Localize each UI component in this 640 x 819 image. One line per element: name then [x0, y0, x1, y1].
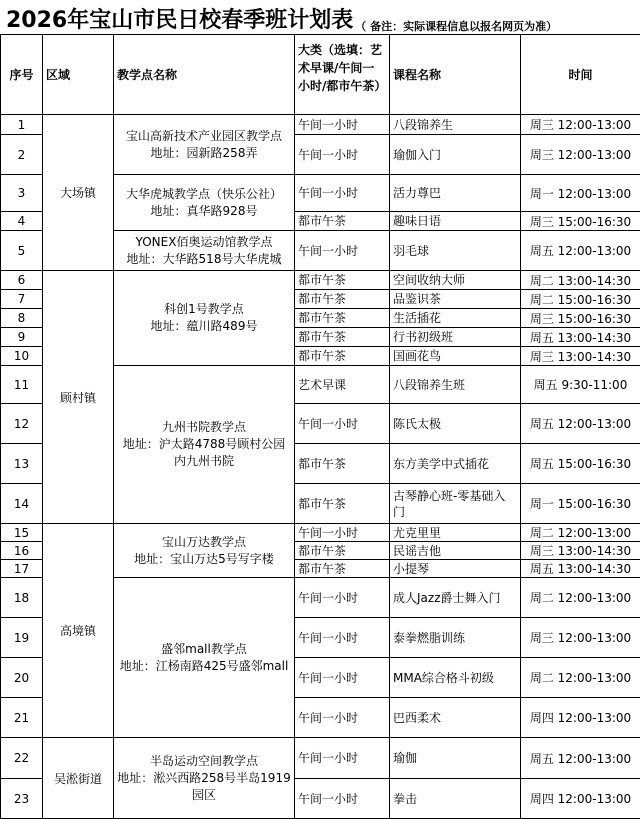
course-cell: 成人Jazz爵士舞入门: [390, 578, 521, 618]
site-name: YONEX佰奥运动馆教学点: [117, 234, 291, 251]
time-cell: 周五 9:30-11:00: [521, 366, 640, 404]
row-no: 23: [1, 779, 43, 819]
time-cell: 周五 15:00-16:30: [521, 444, 640, 484]
course-cell: 品鉴识茶: [390, 290, 521, 309]
row-no: 15: [1, 524, 43, 542]
course-cell: 东方美学中式插花: [390, 444, 521, 484]
site-name: 宝山高新技术产业园区教学点: [117, 128, 291, 145]
course-cell: 陈氏太极: [390, 404, 521, 444]
row-no: 8: [1, 309, 43, 328]
site-name: 宝山万达教学点: [117, 534, 291, 551]
time-cell: 周四 12:00-13:00: [521, 779, 640, 819]
row-no: 3: [1, 175, 43, 212]
time-cell: 周二 12:00-13:00: [521, 658, 640, 698]
row-no: 7: [1, 290, 43, 309]
category-cell: 都市午茶: [295, 212, 390, 231]
site-name: 半岛运动空间教学点: [117, 753, 291, 770]
time-cell: 周五 12:00-13:00: [521, 231, 640, 271]
time-cell: 周三 15:00-16:30: [521, 309, 640, 328]
table-row: [1, 738, 640, 779]
time-cell: 周三 12:00-13:00: [521, 115, 640, 135]
course-cell: 羽毛球: [390, 231, 521, 271]
table-row: [1, 271, 640, 290]
row-no: 19: [1, 618, 43, 658]
category-cell: 都市午茶: [295, 290, 390, 309]
row-no: 22: [1, 738, 43, 779]
row-no: 6: [1, 271, 43, 290]
time-cell: 周二 12:00-13:00: [521, 578, 640, 618]
course-cell: 八段锦养生: [390, 115, 521, 135]
site-cell: [114, 271, 295, 366]
course-cell: 古琴静心班-零基础入门: [390, 484, 521, 524]
site-cell: [114, 366, 295, 524]
course-cell: 活力尊巴: [390, 175, 521, 212]
category-cell: 午间一小时: [295, 658, 390, 698]
time-cell: 周三 13:00-14:30: [521, 347, 640, 366]
header-site: 教学点名称: [114, 35, 295, 115]
site-cell: [114, 738, 295, 819]
site-name: 九州书院教学点: [117, 419, 291, 436]
time-cell: 周五 12:00-13:00: [521, 404, 640, 444]
row-no: 5: [1, 231, 43, 271]
course-cell: 尤克里里: [390, 524, 521, 542]
category-cell: 都市午茶: [295, 560, 390, 578]
row-no: 4: [1, 212, 43, 231]
site-address: 地址：蕴川路489号: [117, 318, 291, 335]
course-cell: 瑜伽入门: [390, 135, 521, 175]
time-cell: 周二 12:00-13:00: [521, 524, 640, 542]
category-cell: 都市午茶: [295, 347, 390, 366]
district-cell: 吴淞街道: [43, 738, 114, 819]
time-cell: 周三 12:00-13:00: [521, 135, 640, 175]
category-cell: 午间一小时: [295, 578, 390, 618]
category-cell: 都市午茶: [295, 542, 390, 560]
category-cell: 都市午茶: [295, 328, 390, 347]
page-title: [0, 0, 640, 34]
time-cell: 周三 13:00-14:30: [521, 542, 640, 560]
site-address: 地址：园新路258弄: [117, 145, 291, 162]
title-main: 2026年宝山市民日校春季班计划表: [6, 3, 353, 34]
header-time: 时间: [521, 35, 640, 115]
category-cell: 都市午茶: [295, 484, 390, 524]
category-cell: 午间一小时: [295, 115, 390, 135]
category-cell: 午间一小时: [295, 135, 390, 175]
site-cell: [114, 578, 295, 738]
time-cell: 周一 12:00-13:00: [521, 175, 640, 212]
header-row: [1, 35, 640, 115]
category-cell: 都市午茶: [295, 309, 390, 328]
district-cell: 大场镇: [43, 115, 114, 271]
course-cell: 民谣吉他: [390, 542, 521, 560]
site-name: 科创1号教学点: [117, 301, 291, 318]
row-no: 10: [1, 347, 43, 366]
site-cell: [114, 524, 295, 578]
time-cell: 周四 12:00-13:00: [521, 698, 640, 738]
course-cell: 趣味日语: [390, 212, 521, 231]
site-name: 大华虎城教学点（快乐公社）: [117, 186, 291, 203]
row-no: 18: [1, 578, 43, 618]
course-cell: 生活插花: [390, 309, 521, 328]
row-no: 13: [1, 444, 43, 484]
time-cell: 周三 15:00-16:30: [521, 212, 640, 231]
course-cell: 拳击: [390, 779, 521, 819]
site-cell: [114, 175, 295, 231]
site-address: 地址：淞兴西路258号半岛1919园区: [117, 770, 291, 804]
time-cell: 周二 13:00-14:30: [521, 271, 640, 290]
site-address: 地址：沪太路4788号顾村公园内九州书院: [117, 436, 291, 470]
title-note: （ 备注：实际课程信息以报名网页为准）: [355, 18, 557, 34]
category-cell: 午间一小时: [295, 231, 390, 271]
course-cell: 行书初级班: [390, 328, 521, 347]
course-cell: 泰拳燃脂训练: [390, 618, 521, 658]
site-cell: [114, 115, 295, 175]
row-no: 14: [1, 484, 43, 524]
time-cell: 周五 13:00-14:30: [521, 328, 640, 347]
row-no: 17: [1, 560, 43, 578]
site-address: 地址：宝山万达5号写字楼: [117, 551, 291, 568]
site-name: 盛邻mall教学点: [117, 641, 291, 658]
time-cell: 周五 13:00-14:30: [521, 560, 640, 578]
course-cell: MMA综合格斗初级: [390, 658, 521, 698]
time-cell: 周三 12:00-13:00: [521, 618, 640, 658]
site-address: 地址：江杨南路425号盛邻mall: [117, 658, 291, 675]
category-cell: 午间一小时: [295, 779, 390, 819]
time-cell: 周五 12:00-13:00: [521, 738, 640, 779]
category-cell: 艺术早课: [295, 366, 390, 404]
time-cell: 周一 15:00-16:30: [521, 484, 640, 524]
course-cell: 空间收纳大师: [390, 271, 521, 290]
row-no: 11: [1, 366, 43, 404]
site-address: 地址：大华路518号大华虎城: [117, 251, 291, 268]
category-cell: 午间一小时: [295, 175, 390, 212]
row-no: 2: [1, 135, 43, 175]
header-no: 序号: [1, 35, 43, 115]
row-no: 20: [1, 658, 43, 698]
header-category: 大类（选填：艺术早课/午间一小时/都市午茶）: [295, 35, 390, 115]
row-no: 9: [1, 328, 43, 347]
category-cell: 午间一小时: [295, 618, 390, 658]
row-no: 16: [1, 542, 43, 560]
row-no: 21: [1, 698, 43, 738]
schedule-table: [0, 34, 640, 819]
course-cell: 国画花鸟: [390, 347, 521, 366]
course-cell: 瑜伽: [390, 738, 521, 779]
category-cell: 午间一小时: [295, 524, 390, 542]
course-cell: 小提琴: [390, 560, 521, 578]
category-cell: 都市午茶: [295, 271, 390, 290]
category-cell: 午间一小时: [295, 738, 390, 779]
category-cell: 午间一小时: [295, 404, 390, 444]
header-course: 课程名称: [390, 35, 521, 115]
course-cell: 巴西柔术: [390, 698, 521, 738]
table-row: [1, 115, 640, 135]
table-row: [1, 524, 640, 542]
site-cell: [114, 231, 295, 271]
category-cell: 都市午茶: [295, 444, 390, 484]
district-cell: 顾村镇: [43, 271, 114, 524]
header-district: 区域: [43, 35, 114, 115]
time-cell: 周二 15:00-16:30: [521, 290, 640, 309]
course-cell: 八段锦养生班: [390, 366, 521, 404]
category-cell: 午间一小时: [295, 698, 390, 738]
row-no: 12: [1, 404, 43, 444]
row-no: 1: [1, 115, 43, 135]
district-cell: 高境镇: [43, 524, 114, 738]
site-address: 地址：真华路928号: [117, 203, 291, 220]
